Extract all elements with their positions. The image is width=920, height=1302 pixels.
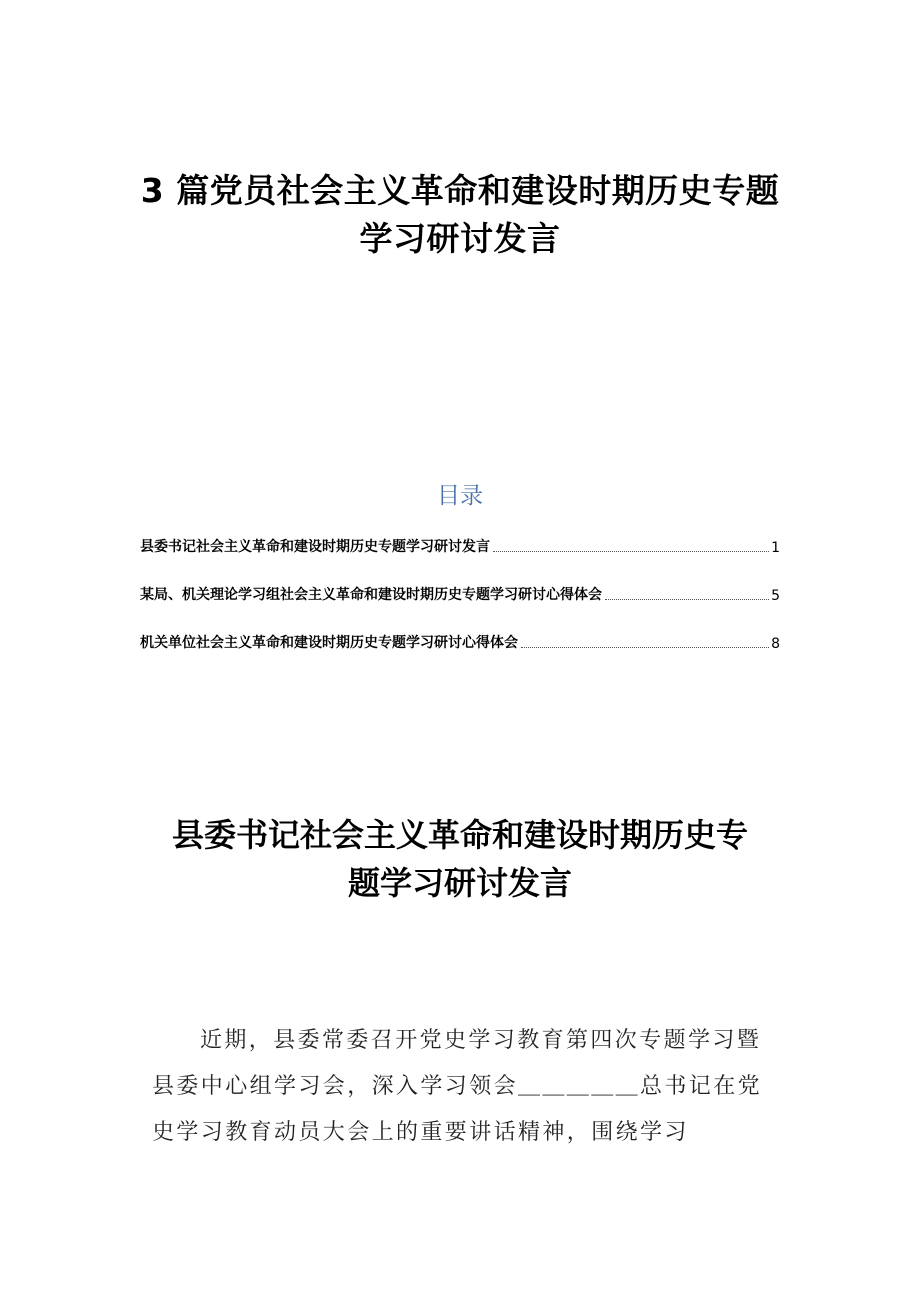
document-title-line-1: 3 篇党员社会主义革命和建设时期历史专题: [140, 171, 780, 210]
toc-entry-page: 8: [771, 636, 780, 652]
toc-entry-title[interactable]: 县委书记社会主义革命和建设时期历史专题学习研讨发言: [140, 539, 490, 555]
toc-entry-page: 5: [771, 588, 780, 604]
body-line: 近期，县委常委召开党史学习教育第四次专题学习暨: [200, 1028, 762, 1053]
toc-dot-leader: [605, 598, 769, 600]
toc-heading: 目录: [437, 483, 483, 509]
toc-entry[interactable]: [140, 628, 780, 652]
toc-entry-page: 1: [771, 540, 780, 556]
body-line: 史学习教育动员大会上的重要讲话精神，围绕学习: [152, 1120, 689, 1145]
toc-entry[interactable]: [140, 580, 780, 604]
table-of-contents: [140, 532, 780, 676]
toc-entry-title[interactable]: 机关单位社会主义革命和建设时期历史专题学习研讨心得体会: [140, 635, 518, 651]
toc-entry[interactable]: [140, 532, 780, 556]
toc-dot-leader: [493, 550, 769, 552]
section-body-paragraph: [152, 1018, 772, 1156]
section-title-line-2: 题学习研讨发言: [347, 864, 572, 902]
document-title-line-2: 学习研讨发言: [359, 219, 561, 258]
toc-entry-title[interactable]: 某局、机关理论学习组社会主义革命和建设时期历史专题学习研讨心得体会: [140, 587, 602, 603]
body-line: 县委中心组学习会，深入学习领会＿＿＿＿＿总书记在党: [152, 1074, 763, 1099]
toc-dot-leader: [521, 646, 769, 648]
section-title-line-1: 县委书记社会主义革命和建设时期历史专: [171, 816, 748, 854]
